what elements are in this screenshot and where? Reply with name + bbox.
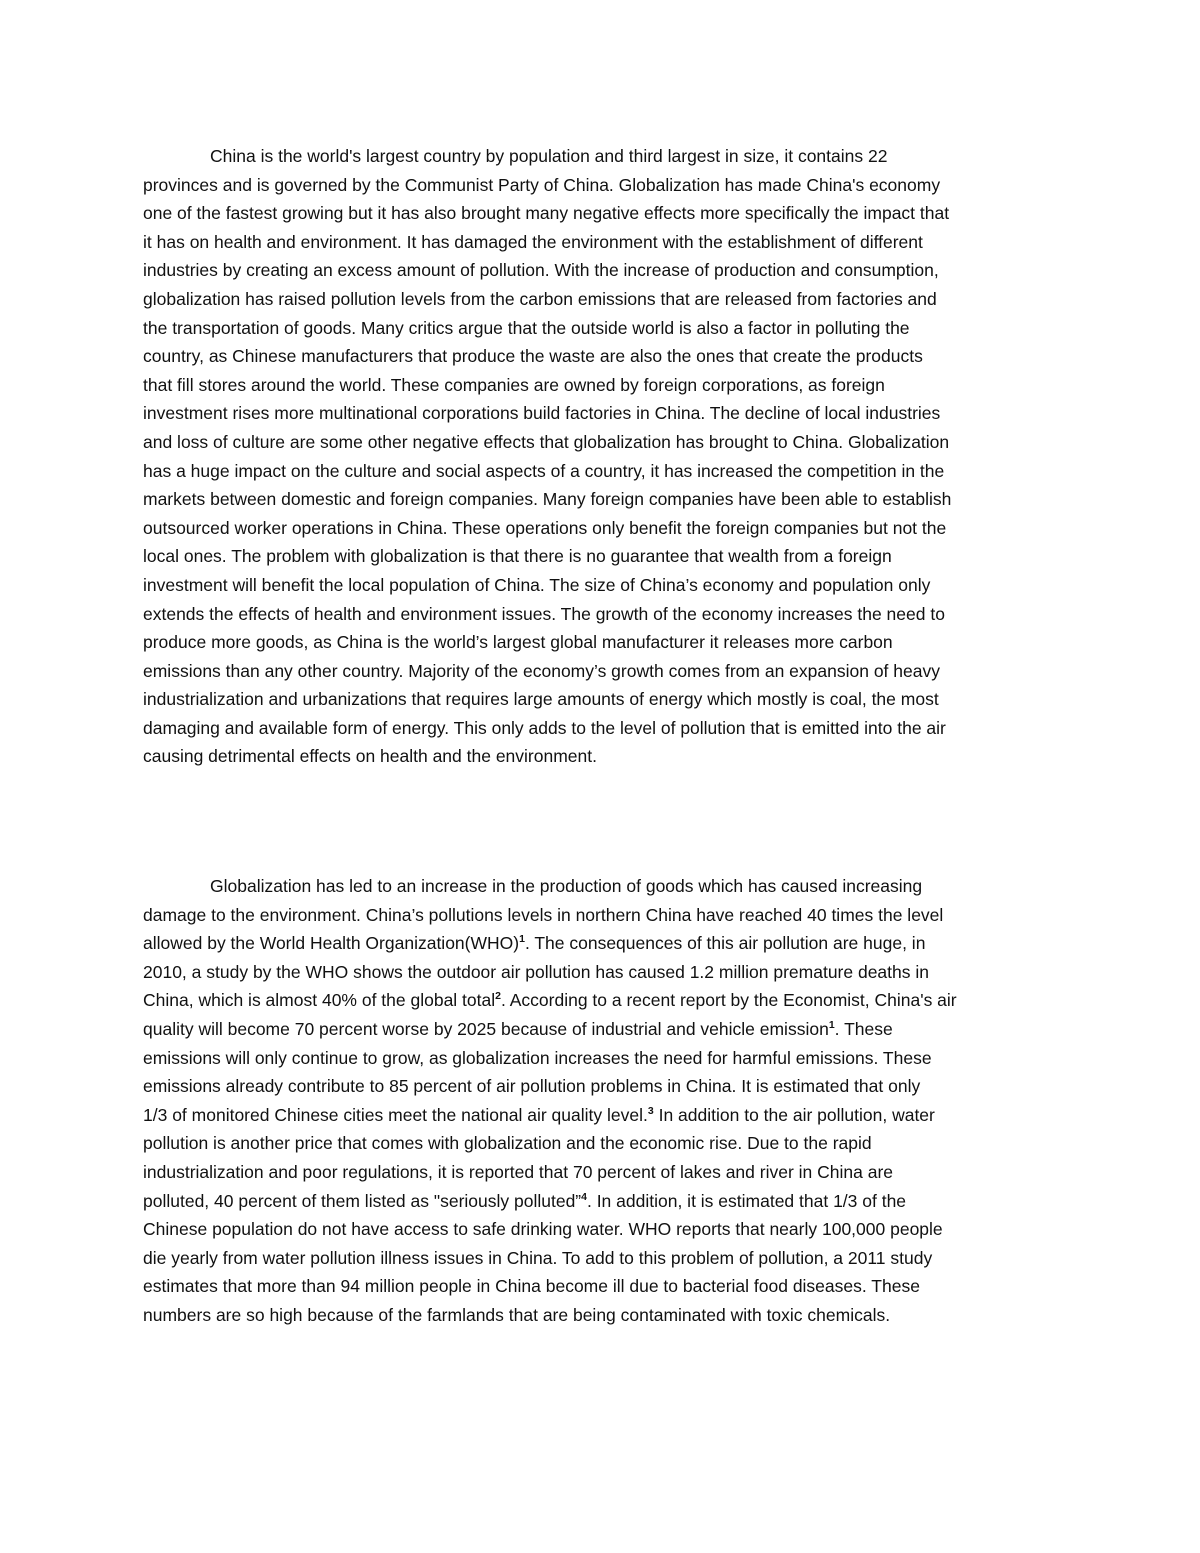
text-line: and loss of culture are some other negative effects that globalization has brought to China. Globalization [143, 431, 950, 452]
footnote-marker: 2 [495, 990, 501, 1003]
text-run: emissions will only continue to grow, as globalization increases the need for harmful emissions. These [143, 1047, 932, 1068]
text-run: pollution is another price that comes with globalization and the economic rise. Due to the rapid [143, 1133, 872, 1154]
text-run: . These [834, 1018, 893, 1039]
text-line: causing detrimental effects on health and the environment. [143, 746, 597, 767]
text-run: polluted, 40 percent of them listed as "seriously polluted” [143, 1190, 582, 1211]
text-line [143, 1158, 1063, 1187]
text-run: 2010, a study by the WHO shows the outdoor air pollution has caused 1.2 million premature deaths in [143, 961, 929, 982]
text-line: damaging and available form of energy. This only adds to the level of pollution that is emitted into the air [143, 717, 946, 738]
text-line: markets between domestic and foreign companies. Many foreign companies have been able to establish [143, 489, 952, 510]
text-run: die yearly from water pollution illness issues in China. To add to this problem of pollution, a 2011 study [143, 1247, 933, 1268]
text-line: the transportation of goods. Many critics argue that the outside world is also a factor in polluting the [143, 317, 910, 338]
text-line [143, 1244, 1063, 1273]
footnote-marker: 4 [581, 1190, 587, 1203]
text-line [143, 986, 1063, 1015]
text-line: local ones. The problem with globalization is that there is no guarantee that wealth from a foreign [143, 546, 892, 567]
text-line [143, 958, 1063, 987]
footnote-marker: 1 [519, 933, 525, 946]
text-run: damage to the environment. China’s pollutions levels in northern China have reached 40 times the level [143, 904, 944, 925]
text-run: . The consequences of this air pollution are huge, in [524, 933, 926, 954]
text-line [143, 901, 1063, 930]
text-line: country, as Chinese manufacturers that produce the waste are also the ones that create the products [143, 346, 923, 367]
text-line [143, 1187, 1063, 1216]
text-line: provinces and is governed by the Communist Party of China. Globalization has made China's economy [143, 174, 941, 195]
text-line: it has on health and environment. It has damaged the environment with the establishment of different [143, 231, 923, 252]
text-run: China, which is almost 40% of the global total [143, 990, 496, 1011]
text-line [143, 1272, 1063, 1301]
text-line [143, 1301, 1063, 1330]
text-line: that fill stores around the world. These companies are owned by foreign corporations, as foreign [143, 374, 885, 395]
text-line [143, 1015, 1063, 1044]
text-line: has a huge impact on the culture and social aspects of a country, it has increased the competition in the [143, 460, 945, 481]
text-line: outsourced worker operations in China. These operations only benefit the foreign companies but not the [143, 517, 947, 538]
text-line: China is the world's largest country by population and third largest in size, it contains 22 [210, 146, 888, 166]
text-line [143, 1129, 1063, 1158]
text-run: Globalization has led to an increase in the production of goods which has caused increasing [210, 876, 923, 896]
text-line: investment will benefit the local population of China. The size of China’s economy and population only [143, 574, 931, 595]
text-line: extends the effects of health and environment issues. The growth of the economy increases the need to [143, 603, 945, 624]
text-line: emissions than any other country. Majority of the economy’s growth comes from an expansion of heavy [143, 660, 940, 681]
text-run: emissions already contribute to 85 percent of air pollution problems in China. It is estimated that only [143, 1076, 921, 1097]
text-line: industrialization and urbanizations that requires large amounts of energy which mostly is coal, the most [143, 689, 939, 710]
text-line [143, 1215, 1063, 1244]
text-line: one of the fastest growing but it has also brought many negative effects more specifically the impact that [143, 203, 950, 224]
footnote-marker: 1 [828, 1018, 835, 1031]
text-line: investment rises more multinational corporations build factories in China. The decline of local industries [143, 403, 941, 424]
footnote-marker: 3 [647, 1104, 654, 1117]
text-run: estimates that more than 94 million people in China become ill due to bacterial food diseases. These [143, 1276, 920, 1297]
text-run: numbers are so high because of the farmlands that are being contaminated with toxic chemicals. [143, 1304, 891, 1325]
text-line [143, 872, 1063, 901]
text-run: Chinese population do not have access to safe drinking water. WHO reports that nearly 100,000 people [143, 1219, 943, 1240]
text-line [143, 1101, 1063, 1130]
text-run: . In addition, it is estimated that 1/3 of the [586, 1190, 907, 1211]
text-run: industrialization and poor regulations, it is reported that 70 percent of lakes and river in China are [143, 1161, 894, 1182]
paragraph-environmental-damage [143, 872, 1063, 1330]
text-run: In addition to the air pollution, water [653, 1104, 935, 1125]
text-line: globalization has raised pollution levels from the carbon emissions that are released from factories and [143, 288, 937, 309]
text-line [143, 1072, 1063, 1101]
text-run: 1/3 of monitored Chinese cities meet the national air quality level. [143, 1104, 648, 1125]
text-run: quality will become 70 percent worse by 2025 because of industrial and vehicle emission [143, 1018, 829, 1039]
text-line [143, 929, 1063, 958]
text-run: allowed by the World Health Organization(WHO) [143, 933, 520, 954]
text-run: . According to a recent report by the Economist, China's air [500, 990, 957, 1011]
text-line: produce more goods, as China is the world’s largest global manufacturer it releases more carbon [143, 632, 893, 653]
paragraph-china-globalization [143, 142, 1063, 771]
text-line [143, 1044, 1063, 1073]
text-line: industries by creating an excess amount of pollution. With the increase of production and consumption, [143, 260, 939, 281]
